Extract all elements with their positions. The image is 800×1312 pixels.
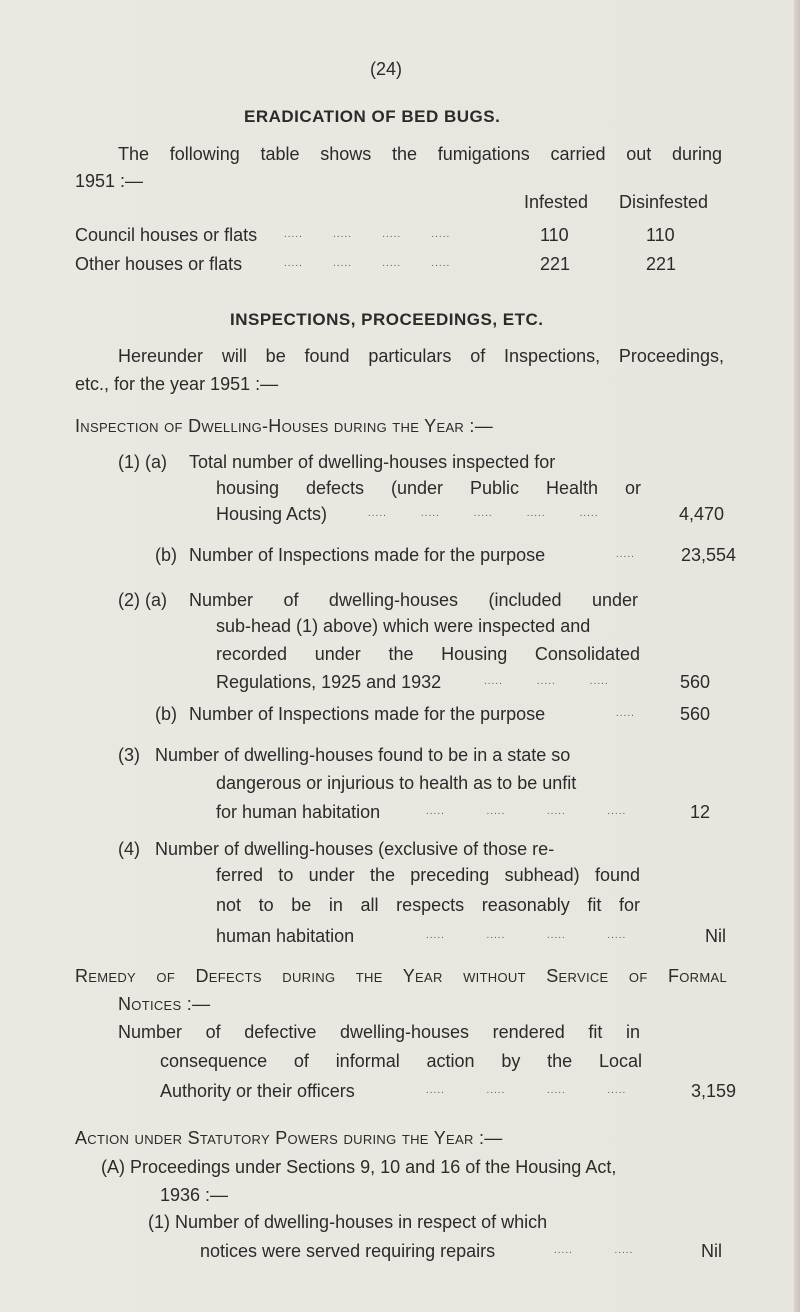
remedy-value: 3,159 bbox=[690, 1081, 736, 1101]
item-marker: (b) bbox=[155, 704, 177, 724]
item-text-line: for human habitation bbox=[216, 802, 381, 822]
item-marker: (2) (a) bbox=[118, 590, 167, 610]
item-text-line: Number of dwelling-houses (exclusive of those re- bbox=[155, 839, 555, 859]
leader-dots: ..... bbox=[616, 549, 635, 560]
bedbugs-intro-line-2: 1951 :— bbox=[75, 171, 144, 191]
bedbugs-intro-line-1: The following table shows the fumigations carried out during bbox=[118, 144, 722, 164]
table-cell-disinfested: 221 bbox=[646, 254, 677, 274]
page-edge-shadow bbox=[794, 0, 800, 1312]
item-marker: (3) bbox=[118, 745, 140, 765]
item-text-line: Number of Inspections made for the purpose bbox=[189, 704, 546, 724]
leader-dots: ..... ..... ..... ..... bbox=[284, 258, 451, 269]
leader-dots: ..... ..... bbox=[554, 1245, 634, 1256]
action-a-line-1: (A) Proceedings under Sections 9, 10 and 16 of the Housing Act, bbox=[101, 1157, 617, 1177]
item-marker: (b) bbox=[155, 545, 177, 565]
leader-dots: ..... ..... ..... bbox=[484, 676, 609, 687]
item-text-line: Number of Inspections made for the purpose bbox=[189, 545, 546, 565]
item-value: 12 bbox=[689, 802, 710, 822]
table-cell-infested: 221 bbox=[540, 254, 571, 274]
item-text-line: ferred to under the preceding subhead) found bbox=[216, 865, 640, 885]
item-text-line: recorded under the Housing Consolidated bbox=[216, 644, 640, 664]
action-item1-line-1: (1) Number of dwelling-houses in respect of which bbox=[148, 1212, 548, 1232]
item-value: Nil bbox=[705, 926, 726, 946]
item-text-line: not to be in all respects reasonably fit for bbox=[216, 895, 640, 915]
item-text-line: human habitation bbox=[216, 926, 355, 946]
col-header-infested: Infested bbox=[524, 192, 589, 212]
table-cell-infested: 110 bbox=[540, 225, 569, 245]
action-a-line-2: 1936 :— bbox=[160, 1185, 229, 1205]
table-cell-disinfested: 110 bbox=[646, 225, 675, 245]
action-item1-line-2: notices were served requiring repairs bbox=[200, 1241, 496, 1261]
item-text-line: Number of dwelling-houses found to be in a state so bbox=[155, 745, 571, 765]
inspections-title: INSPECTIONS, PROCEEDINGS, ETC. bbox=[230, 310, 544, 329]
item-value: 560 bbox=[679, 672, 710, 692]
leader-dots: ..... ..... ..... ..... bbox=[426, 1085, 627, 1096]
action-heading: Action under Statutory Powers during the Year :— bbox=[75, 1128, 503, 1148]
remedy-heading-line-2: Notices :— bbox=[118, 994, 211, 1014]
item-text-line: dangerous or injurious to health as to be unfit bbox=[216, 773, 577, 793]
item-value: 560 bbox=[679, 704, 710, 724]
remedy-text-line: Authority or their officers bbox=[160, 1081, 355, 1101]
section-heading-inspection: Inspection of Dwelling-Houses during the Year :— bbox=[75, 416, 494, 436]
table-row-label: Other houses or flats bbox=[75, 254, 243, 274]
table-row-label: Council houses or flats bbox=[75, 225, 258, 245]
item-text-line: Housing Acts) bbox=[216, 504, 328, 524]
remedy-heading-line-1: Remedy of Defects during the Year without Service of Formal bbox=[75, 966, 727, 986]
bedbugs-title: ERADICATION OF BED BUGS. bbox=[244, 107, 501, 126]
item-text-line: Total number of dwelling-houses inspected for bbox=[189, 452, 556, 472]
item-marker: (4) bbox=[118, 839, 140, 859]
item-text-line: Number of dwelling-houses (included under bbox=[189, 590, 638, 610]
item-text-line: housing defects (under Public Health or bbox=[216, 478, 641, 498]
inspections-intro-line-2: etc., for the year 1951 :— bbox=[75, 374, 279, 394]
item-value: 23,554 bbox=[680, 545, 736, 565]
item-value: 4,470 bbox=[678, 504, 724, 524]
leader-dots: ..... ..... ..... ..... ..... bbox=[368, 508, 599, 519]
inspections-intro-line-1: Hereunder will be found particulars of Inspections, Proceedings, bbox=[118, 346, 724, 366]
remedy-text-line: Number of defective dwelling-houses rendered fit in bbox=[118, 1022, 640, 1042]
item-text-line: Regulations, 1925 and 1932 bbox=[216, 672, 442, 692]
leader-dots: ..... ..... ..... ..... bbox=[426, 806, 627, 817]
item-marker: (1) (a) bbox=[118, 452, 167, 472]
leader-dots: ..... bbox=[616, 708, 635, 719]
action-item1-value: Nil bbox=[701, 1241, 722, 1261]
remedy-text-line: consequence of informal action by the Local bbox=[160, 1051, 642, 1071]
item-text-line: sub-head (1) above) which were inspected and bbox=[216, 616, 591, 636]
leader-dots: ..... ..... ..... ..... bbox=[284, 229, 451, 240]
leader-dots: ..... ..... ..... ..... bbox=[426, 930, 627, 941]
page-number: (24) bbox=[370, 59, 403, 79]
col-header-disinfested: Disinfested bbox=[619, 192, 709, 212]
